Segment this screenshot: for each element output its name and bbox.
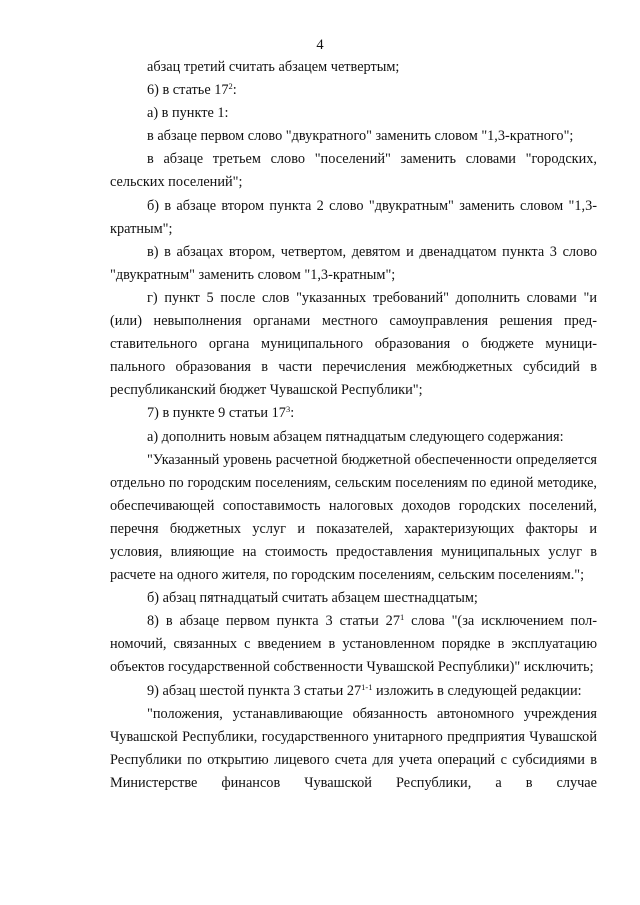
paragraph <box>110 287 597 402</box>
paragraph <box>110 703 597 795</box>
page-number: 4 <box>316 37 324 53</box>
paragraph-text: "положения, устанавливающие обязанность автономного учреждения Чувашской Республики, государственного унитарного предприятия Чувашской Республики по открытию лицевого счета для учета операций с субсидиями в Министерстве финансов Чувашской Республики, а в случае <box>110 705 597 791</box>
paragraph-text: а) дополнить новым абзацем пятнадцатым следующего содержания: <box>147 428 564 445</box>
paragraph <box>110 587 597 610</box>
paragraph-text: 8) в абзаце первом пункта 3 статьи 27 <box>147 613 400 630</box>
paragraph-text-tail: : <box>232 82 237 99</box>
paragraph <box>110 125 597 148</box>
paragraph-text: а) в пункте 1: <box>147 105 229 122</box>
superscript: 2 <box>228 81 233 92</box>
paragraph-text: в) в абзацах втором, четвертом, девятом и двенадцатом пункта 3 слово "двукратным" заменить словом "1,3-кратным"; <box>110 243 597 283</box>
paragraph-text-tail: : <box>290 405 295 422</box>
paragraph-text: в абзаце первом слово "двукратного" заменить словом "1,3-кратного"; <box>147 128 574 145</box>
paragraph <box>110 610 597 679</box>
paragraph <box>110 449 597 588</box>
superscript: 1 <box>399 612 405 623</box>
superscript: 1-1 <box>361 681 373 692</box>
paragraph-text: б) абзац пятнадцатый считать абзацем шестнадцатым; <box>147 590 478 607</box>
document-body <box>110 56 597 795</box>
paragraph-text: б) в абзаце втором пункта 2 слово "двукратным" заменить словом "1,3-кратным"; <box>110 197 597 237</box>
paragraph-text: "Указанный уровень расчетной бюджетной обеспеченности определяется отдельно по городским поселениям, сельским поселениям по единой методике, обеспечивающей сопоставимость налоговых доходов городских поселений, перечня бюджетных услуг и показателей, характеризующих факторы и условия, влияющие на стоимость предоставления муниципальных услуг в расчете на одного жителя, по городским поселениям, сельским поселениям."; <box>110 451 597 584</box>
paragraph <box>110 79 597 102</box>
superscript: 3 <box>285 404 291 415</box>
paragraph <box>110 402 597 425</box>
paragraph-text-tail: изложить в следующей редакции: <box>372 682 582 699</box>
paragraph <box>110 241 597 287</box>
paragraph-text: 9) абзац шестой пункта 3 статьи 27 <box>147 682 362 699</box>
paragraph <box>110 56 597 79</box>
paragraph-text: г) пункт 5 после слов "указанных требований" дополнить словами "и (или) невыполнения органами местного самоуправления решения представительного органа муниципального образования о бюджете муниципального образования в части перечисления межбюджетных субсидий в республиканский бюджет Чувашской Республики"; <box>110 289 597 399</box>
paragraph-text: в абзаце третьем слово "поселений" заменить словами "городских, сельских поселений"; <box>110 151 597 191</box>
paragraph <box>110 426 597 449</box>
paragraph <box>110 148 597 194</box>
paragraph <box>110 680 597 703</box>
paragraph <box>110 102 597 125</box>
paragraph-text-tail: слова "(за исключением полномочий, связанных с введением в установленном порядке в эксплуатацию объектов государственной собственности Чувашской Республики)" исключить; <box>110 613 597 676</box>
paragraph-text: абзац третий считать абзацем четвертым; <box>147 59 400 75</box>
paragraph-text: 6) в статье 17 <box>147 82 229 99</box>
paragraph-text: 7) в пункте 9 статьи 17 <box>147 405 286 422</box>
paragraph <box>110 195 597 241</box>
